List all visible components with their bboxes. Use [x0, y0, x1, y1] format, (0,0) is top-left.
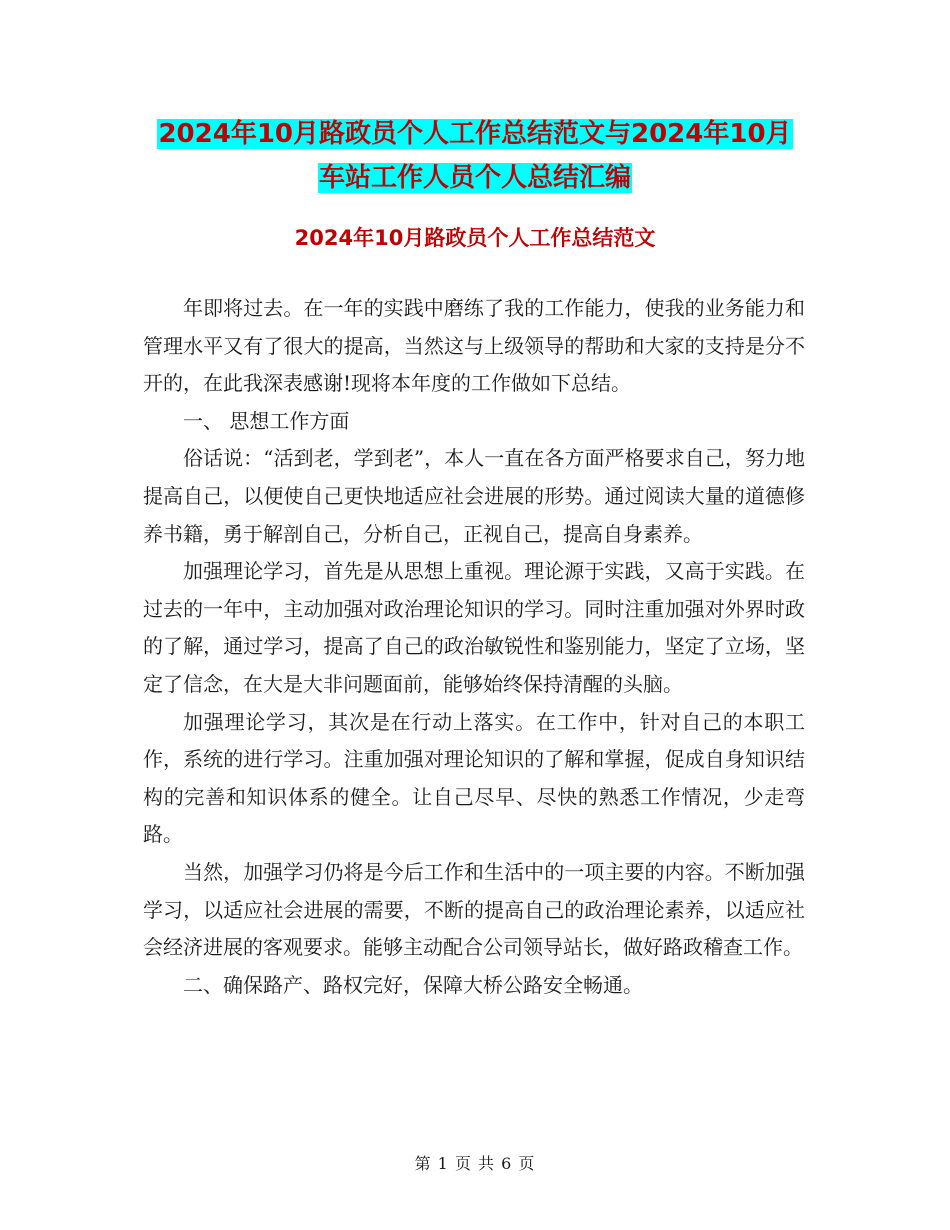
document-title [0, 112, 950, 200]
document-title-line-1: 2024年10月路政员个人工作总结范文与2024年10月 [158, 119, 792, 149]
paragraph: 加强理论学习，首先是从思想上重视。理论源于实践，又高于实践。在过去的一年中，主动加强对政治理论知识的学习。同时注重加强对外界时政的了解，通过学习，提高了自己的政治敏锐性和鉴别能力，坚定了立场，坚定了信念，在大是大非问题面前，能够始终保持清醒的头脑。 [143, 559, 805, 696]
paragraph: 俗话说：“活到老，学到老”，本人一直在各方面严格要求自己，努力地提高自己，以便使自己更快地适应社会进展的形势。通过阅读大量的道德修养书籍，勇于解剖自己，分析自己，正视自己，提高自身素养。 [143, 446, 805, 546]
page-footer: 第 1 页 共 6 页 [414, 1154, 536, 1173]
paragraph: 二、确保路产、路权完好，保障大桥公路安全畅通。 [183, 972, 643, 997]
paragraph: 当然，加强学习仍将是今后工作和生活中的一项主要的内容。不断加强学习，以适应社会进展的需要，不断的提高自己的政治理论素养，以适应社会经济进展的客观要求。能够主动配合公司领导站长，做好路政稽查工作。 [143, 859, 805, 960]
paragraph: 一、 思想工作方面 [183, 408, 350, 433]
document-body [143, 290, 805, 1004]
section-title: 2024年10月路政员个人工作总结范文 [294, 226, 656, 250]
document-title-line-2: 车站工作人员个人总结汇编 [318, 163, 631, 193]
paragraph: 加强理论学习，其次是在行动上落实。在工作中，针对自己的本职工作，系统的进行学习。注重加强对理论知识的了解和掌握，促成自身知识结构的完善和知识体系的健全。让自己尽早、尽快的熟悉工作情况，少走弯路。 [143, 709, 805, 847]
paragraph: 年即将过去。在一年的实践中磨练了我的工作能力，使我的业务能力和管理水平又有了很大的提高，当然这与上级领导的帮助和大家的支持是分不开的，在此我深表感谢!现将本年度的工作做如下总结。 [143, 296, 805, 396]
